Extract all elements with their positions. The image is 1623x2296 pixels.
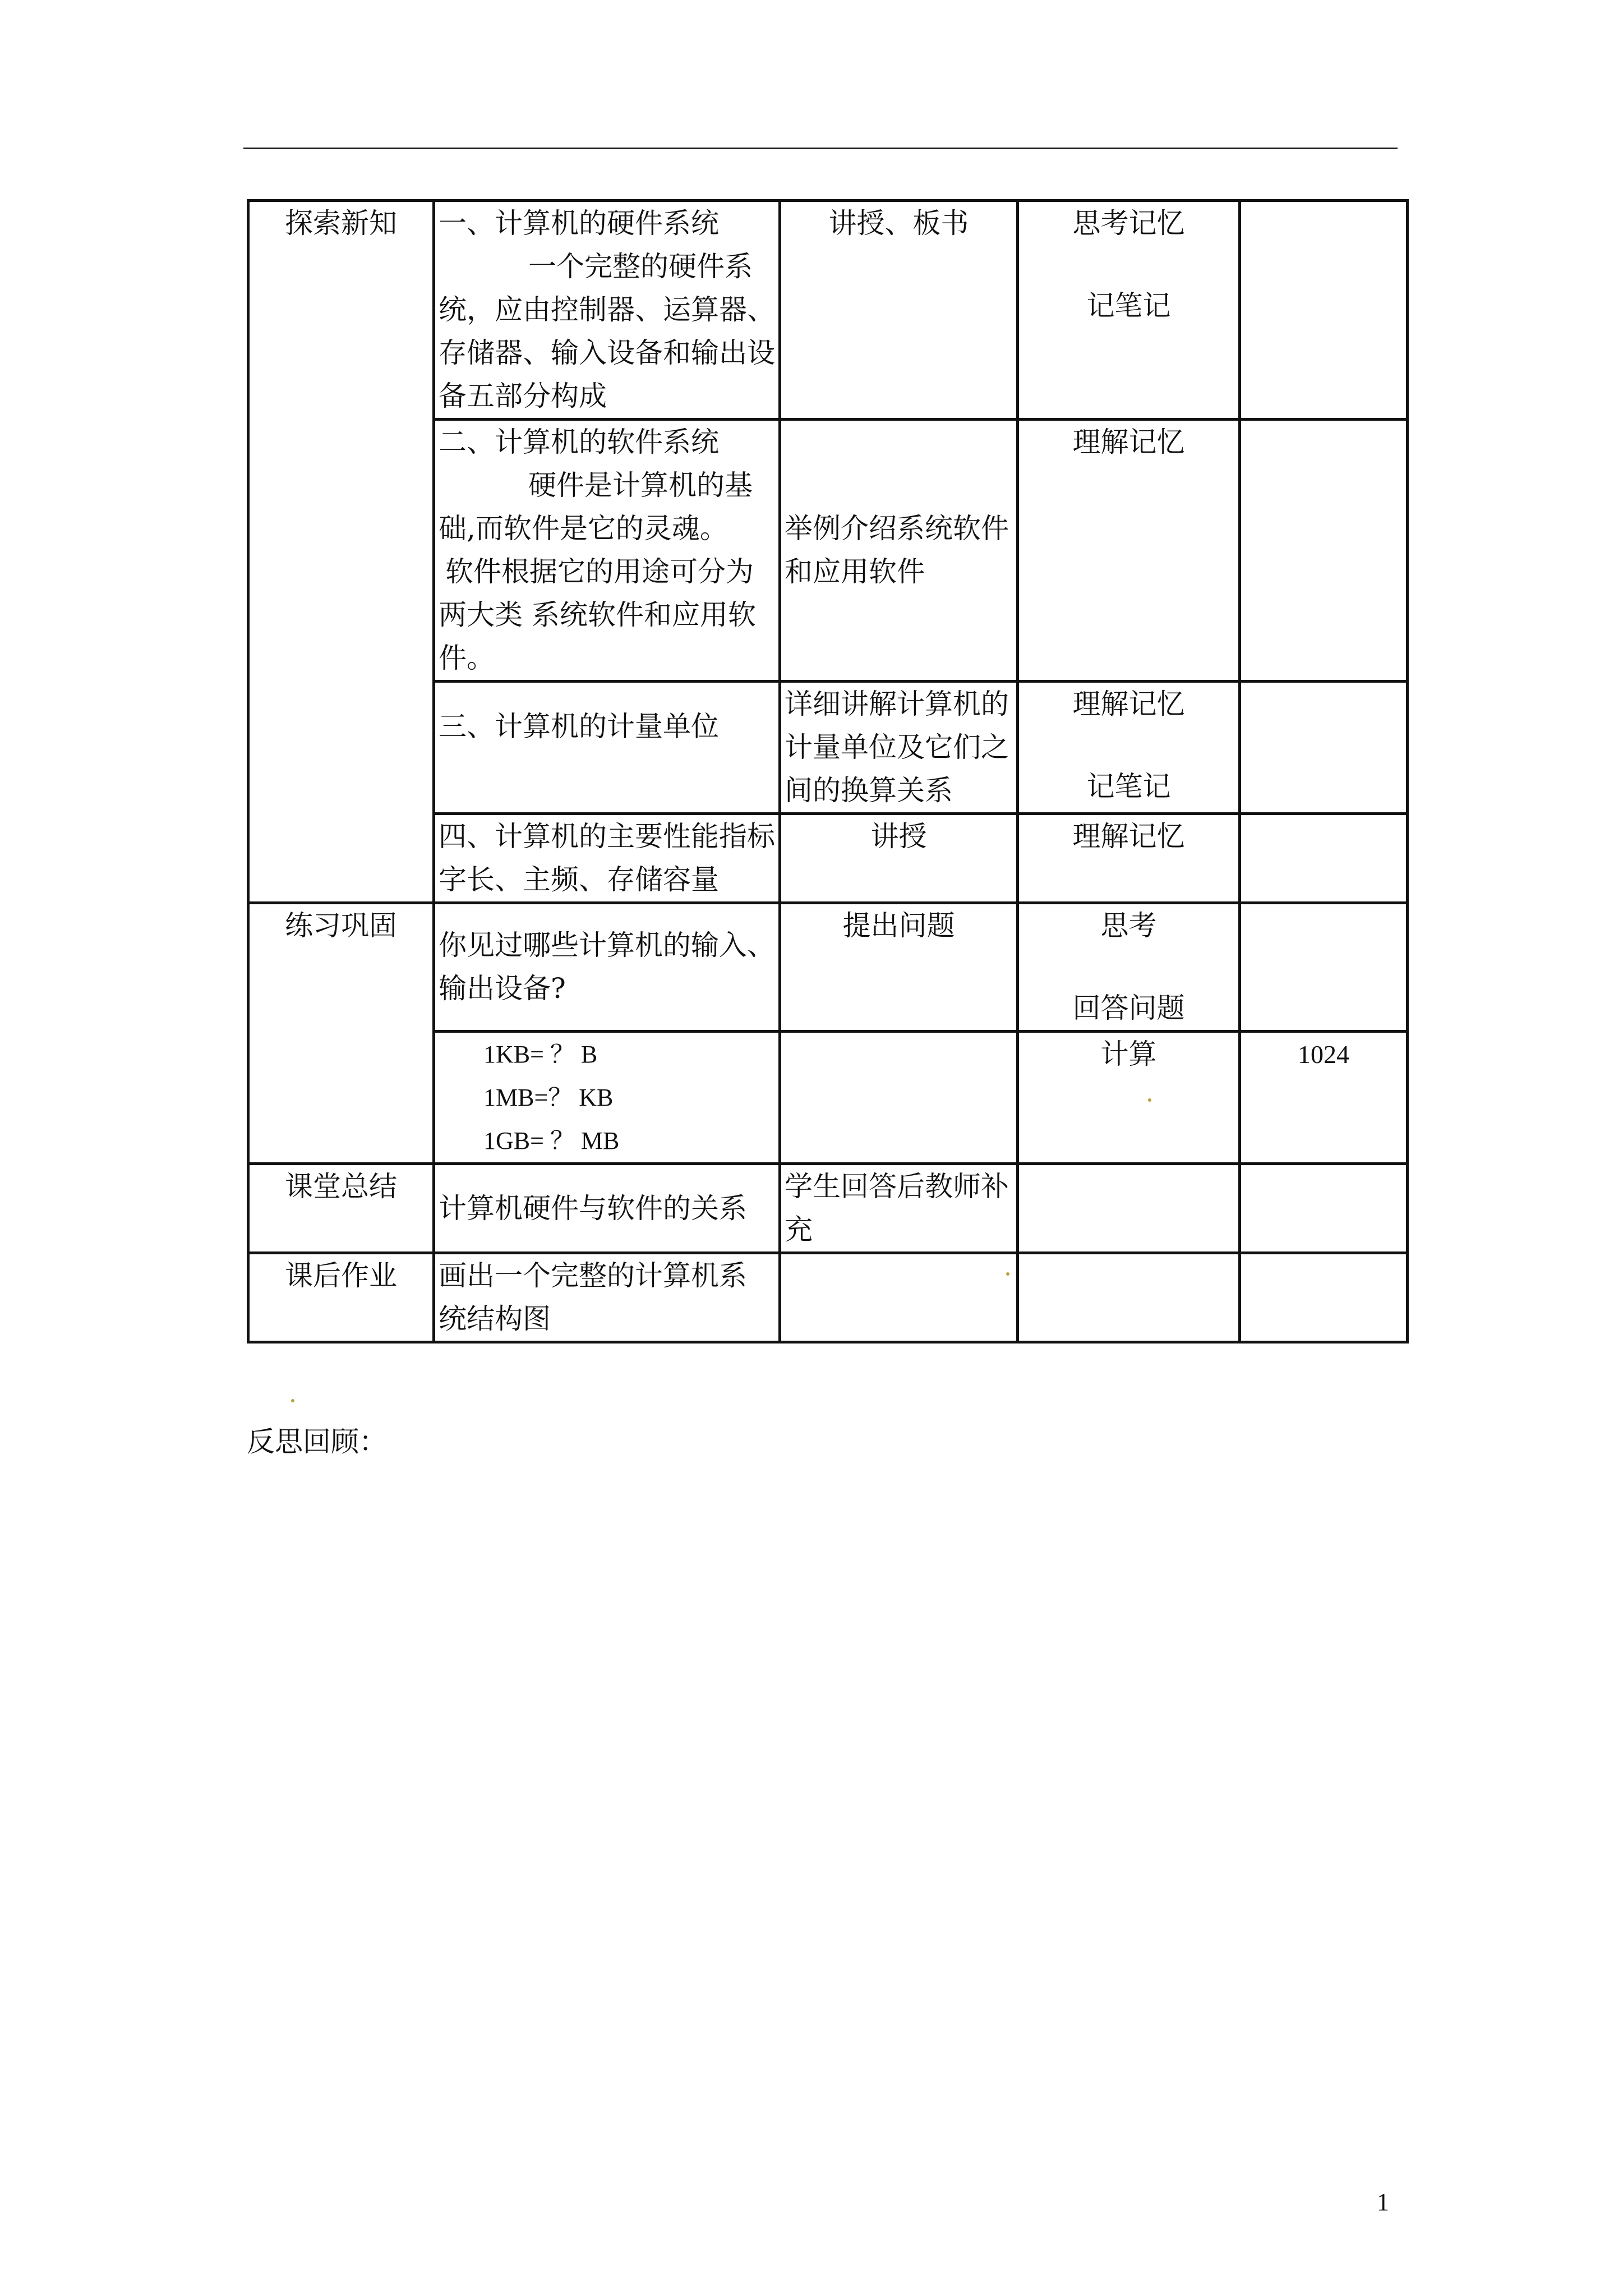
content-cell: 四、计算机的主要性能指标 字长、主频、存储容量 (434, 814, 780, 903)
table-row (248, 1164, 1408, 1253)
method-cell: 学生回答后教师补 充 (780, 1164, 1018, 1253)
stage-cell-practice: 练习巩固 (248, 903, 434, 1164)
method-cell: 详细讲解计算机的 计量单位及它们之 间的换算关系 (780, 682, 1018, 814)
activity-cell (1018, 1164, 1240, 1253)
content-cell: 你见过哪些计算机的输入、 输出设备? (434, 903, 780, 1032)
method-cell: 讲授 (780, 814, 1018, 903)
note-cell (1240, 814, 1408, 903)
table-row (248, 903, 1408, 1032)
note-cell (1240, 420, 1408, 682)
note-cell (1240, 1253, 1408, 1342)
activity-cell: 理解记忆 (1018, 420, 1240, 682)
content-cell: 1KB= ？ B 1MB=？ KB 1GB= ？ MB (434, 1032, 780, 1164)
activity-cell (1018, 1253, 1240, 1342)
method-cell: 举例介绍系统软件 和应用软件 (780, 420, 1018, 682)
method-cell: 提出问题 (780, 903, 1018, 1032)
note-cell (1240, 682, 1408, 814)
content-cell: 画出一个完整的计算机系 统结构图 (434, 1253, 780, 1342)
note-cell (1240, 903, 1408, 1032)
stage-cell-explore: 探索新知 (248, 201, 434, 903)
stage-cell-homework: 课后作业 (248, 1253, 434, 1342)
activity-cell: 理解记忆 记笔记 (1018, 682, 1240, 814)
content-cell: 二、计算机的软件系统 硬件是计算机的基 础,而软件是它的灵魂。 软件根据它的用途可分为 两大类 系统软件和应用软 件。 (434, 420, 780, 682)
reflection-label: 反思回顾： (247, 1425, 387, 1458)
content-cell: 一、计算机的硬件系统 一个完整的硬件系 统，应由控制器、运算器、 存储器、输入设备和输出设 备五部分构成 (434, 201, 780, 420)
method-cell: 讲授、板书 (780, 201, 1018, 420)
activity-cell: 思考 回答问题 (1018, 903, 1240, 1032)
page-number: 1 (1377, 2188, 1389, 2216)
method-cell (780, 1253, 1018, 1342)
note-cell (1240, 1164, 1408, 1253)
note-cell (1240, 201, 1408, 420)
activity-cell: 计算 (1018, 1032, 1240, 1164)
content-cell: 计算机硬件与软件的关系 (434, 1164, 780, 1253)
table-row (248, 1253, 1408, 1342)
speck-mark (1148, 1098, 1151, 1102)
speck-mark (1006, 1272, 1009, 1276)
answer-note: 1024 (1240, 1032, 1408, 1164)
speck-mark (291, 1399, 294, 1402)
lesson-plan-table (247, 199, 1409, 1343)
activity-cell: 理解记忆 (1018, 814, 1240, 903)
activity-cell: 思考记忆 记笔记 (1018, 201, 1240, 420)
stage-cell-summary: 课堂总结 (248, 1164, 434, 1253)
header-rule (243, 148, 1398, 149)
table-row (248, 201, 1408, 420)
content-cell: 三、计算机的计量单位 (434, 682, 780, 814)
method-cell (780, 1032, 1018, 1164)
